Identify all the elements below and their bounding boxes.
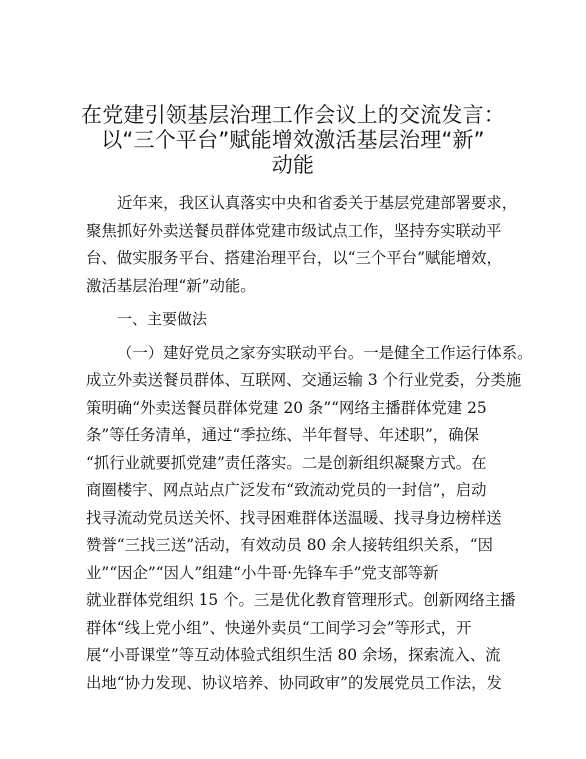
section-paragraph [86,340,533,698]
title-line: 以“三个平台”赋能增效激活基层治理“新” [101,128,485,152]
intro-line: 近年来，我区认真落实中央和省委关于基层党建部署要求， [117,194,518,212]
section-line: 策明确“外卖送餐员群体党建 20 条”“网络主播群体党建 25 [86,398,487,417]
intro-line: 激活基层治理“新”动能。 [86,276,256,295]
section-line: 出地“协力发现、协议培养、协同政审”的发展党员工作法，发 [86,673,502,692]
section-line: 成立外卖送餐员群体、互联网、交通运输 3 个行业党委，分类施 [86,371,522,389]
section-line: 业”“因企”“因人”组建“小牛哥·先锋车手”党支部等新 [86,563,439,582]
section-line: 群体“线上党小组”、快递外卖员“工间学习会”等形式，开 [86,618,472,637]
section-line: 赞誉“三找三送”活动，有效动员 80 余人接转组织关系，“因 [86,536,493,554]
section-line: 展“小哥课堂”等互动体验式组织生活 80 余场，探索流入、流 [86,646,501,664]
document-title [70,103,516,178]
section-line: “抓行业就要抓党建”责任落实。二是创新组织凝聚方式。在 [86,453,487,472]
section-line: 找寻流动党员送关怀、找寻困难群体送温暖、找寻身边榜样送 [86,508,502,527]
intro-line: 台、做实服务平台、搭建治理平台，以“三个平台”赋能增效， [86,249,502,267]
intro-paragraph [86,190,518,300]
section-line: 就业群体党组织 15 个。三是优化教育管理形式。创新网络主播 [86,591,516,609]
title-line: 动能 [271,153,315,177]
document-body [86,190,533,697]
section-line: 条”等任务清单，通过“季拉练、半年督导、年述职”，确保 [86,426,479,444]
section-heading: 一、主要做法 [117,310,208,328]
intro-line: 聚焦抓好外卖送餐员群体党建市级试点工作，坚持夯实联动平 [86,221,502,240]
title-line: 在党建引领基层治理工作会议上的交流发言： [81,103,505,127]
section-line: 商圈楼宇、网点站点广泛发布“致流动党员的一封信”，启动 [86,481,487,499]
section-line: （一）建好党员之家夯实联动平台。一是健全工作运行体系。 [117,343,533,362]
